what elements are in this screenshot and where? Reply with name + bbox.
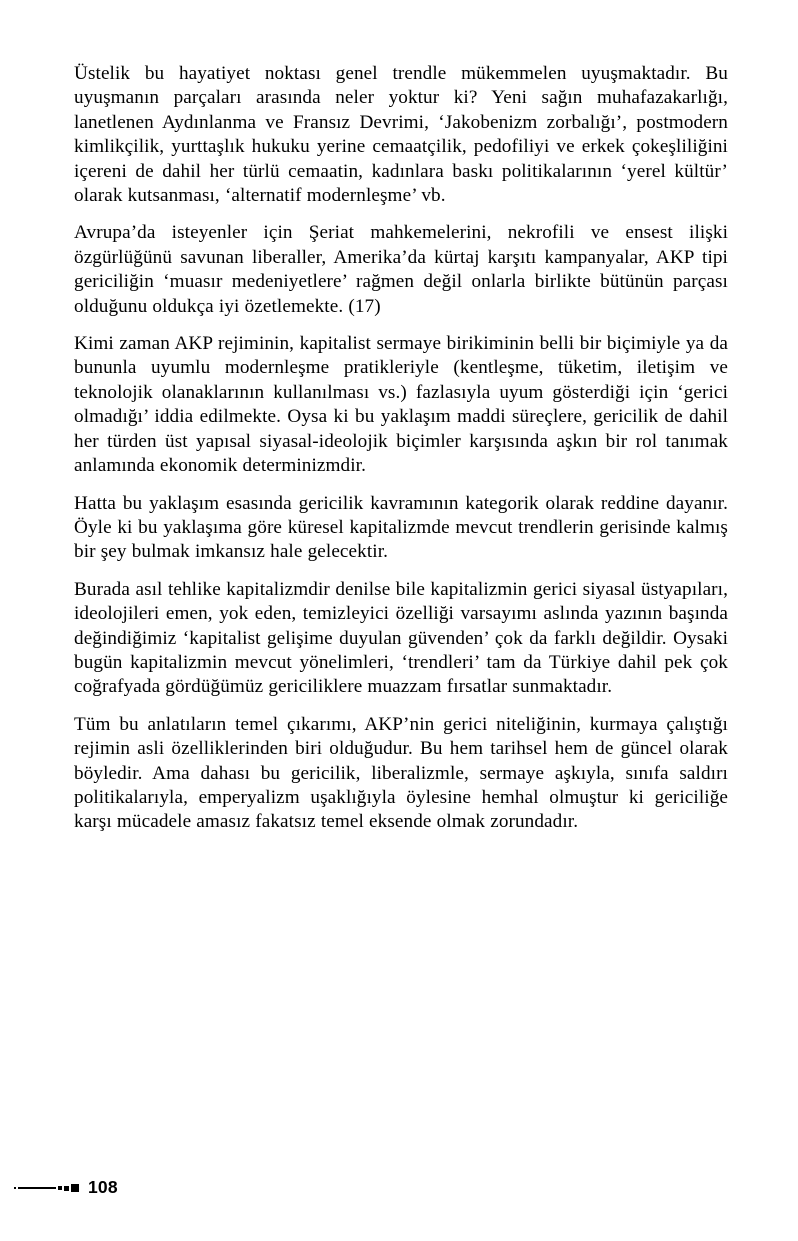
ornament-dot-icon <box>14 1187 16 1189</box>
ornament-square-small-icon <box>58 1186 62 1190</box>
paragraph: Kimi zaman AKP rejiminin, kapitalist sermaye birikiminin belli bir biçimiyle ya da bununla uyumlu modernleşme pratikleriyle (kentleşme, tüketim, iletişim ve teknolojik olanaklarının kullanılması vs.) fazlasıyla uyum gösterdiği için ‘gerici olmadığı’ iddia edilmekte. Oysa ki bu yaklaşım maddi süreçlere, gericilik de dahil her türden üst yapısal siyasal-ideolojik biçimler karşısında aşkın bir rol tanımak anlamında ekonomik determinizmdir. <box>74 333 728 477</box>
body-text-column <box>74 62 728 835</box>
paragraph: Burada asıl tehlike kapitalizmdir denilse bile kapitalizmin gerici siyasal üstyapıları, ideolojileri emen, yok eden, temizleyici özelliği varsayımı aslında yazının başında değindiğimiz ‘kapitalist gelişime duyulan güvenden’ çok da farklı değildir. Oysaki bugün kapitalizmin mevcut yönelimleri, ‘trendleri’ tam da Türkiye dahil pek çok coğrafyada gördüğümüz gericiliklere muazzam fırsatlar sunmaktadır. <box>74 578 728 698</box>
paragraph: Avrupa’da isteyenler için Şeriat mahkemelerini, nekrofili ve ensest ilişki özgürlüğünü savunan liberaller, Amerika’da kürtaj karşıtı kampanyalar, AKP tipi gericiliğin ‘muasır medeniyetlere’ rağmen değil onlarla birlikte bütünün parçası olduğunu oldukça iyi özetlemekte. (17) <box>74 222 728 317</box>
page-number: 108 <box>88 1177 118 1198</box>
ornament-square-medium-icon <box>64 1186 69 1191</box>
footer-rule-ornament-icon <box>14 1182 79 1194</box>
ornament-line-icon <box>18 1187 56 1189</box>
page-footer <box>14 1177 118 1199</box>
ornament-square-large-icon <box>71 1184 79 1192</box>
paragraph: Tüm bu anlatıların temel çıkarımı, AKP’nin gerici niteliğinin, kurmaya çalıştığı rejimin asli özelliklerinden biri olduğudur. Bu hem tarihsel hem de güncel olarak böyledir. Ama dahası bu gericilik, liberalizmle, sermaye aşkıyla, sınıfa saldırı politikalarıyla, emperyalizm uşaklığıyla öylesine hemhal olmuştur ki gericiliğe karşı mücadele amasız fakatsız temel eksende olmak zorundadır. <box>74 713 728 833</box>
paragraph: Hatta bu yaklaşım esasında gericilik kavramının kategorik olarak reddine dayanır. Öyle ki bu yaklaşıma göre küresel kapitalizmde mevcut trendlerin gerisinde kalmış bir şey bulmak imkansız hale gelecektir. <box>74 492 728 563</box>
paragraph: Üstelik bu hayatiyet noktası genel trendle mükemmelen uyuşmaktadır. Bu uyuşmanın parçaları arasında neler yoktur ki? Yeni sağın muhafazakarlığı, lanetlenen Aydınlanma ve Fransız Devrimi, ‘Jakobenizm zorbalığı’, postmodern kimlikçilik, yurttaşlık hukuku yerine cemaatçilik, pedofiliyi ve erkek çokeşliliğini içereni de dahil her türlü cemaatin, kadınlara baskı politikalarının ‘yerel kültür’ olarak kutsanması, ‘alternatif modernleşme’ vb. <box>74 63 728 207</box>
